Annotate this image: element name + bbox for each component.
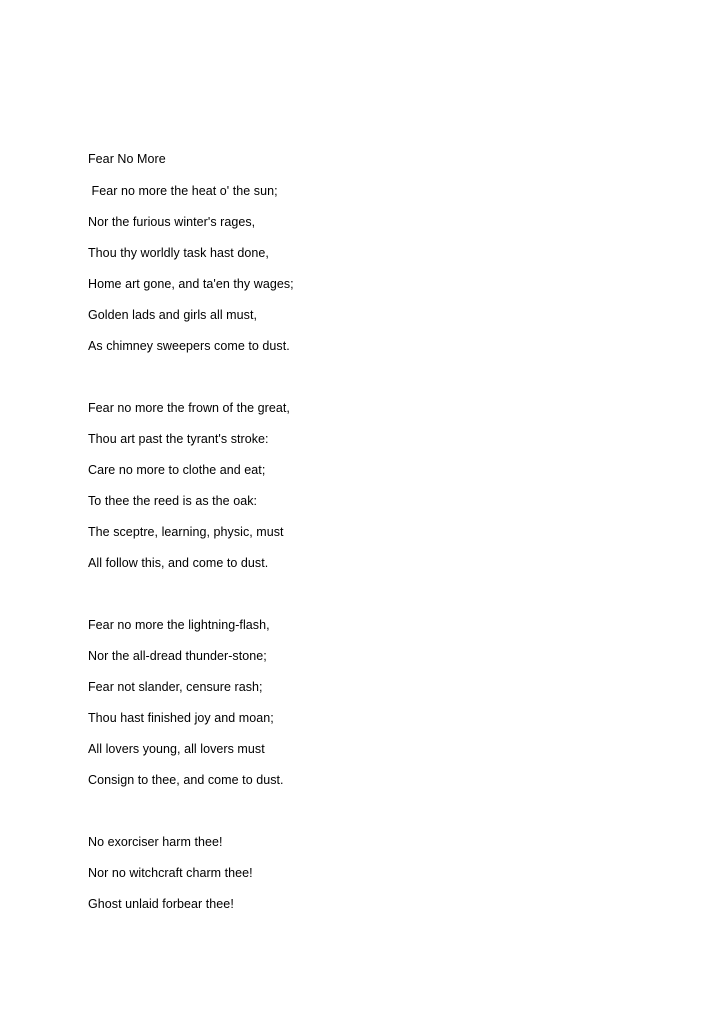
poem-line: Nor the furious winter's rages,	[88, 215, 256, 229]
poem-line: Nor no witchcraft charm thee!	[88, 866, 253, 880]
poem-line: Golden lads and girls all must,	[88, 308, 257, 322]
poem-line: Consign to thee, and come to dust.	[88, 773, 284, 787]
poem-line: To thee the reed is as the oak:	[88, 494, 258, 508]
poem-line: Fear no more the lightning-flash,	[88, 618, 270, 632]
poem-line: Fear not slander, censure rash;	[88, 680, 263, 694]
poem-line: Care no more to clothe and eat;	[88, 463, 266, 477]
poem-line: All follow this, and come to dust.	[88, 556, 269, 570]
poem-line: Ghost unlaid forbear thee!	[88, 897, 234, 911]
poem-line: Fear no more the frown of the great,	[88, 401, 290, 415]
poem-line: Thou hast finished joy and moan;	[88, 711, 274, 725]
poem-line: The sceptre, learning, physic, must	[88, 525, 284, 539]
poem-line: Nor the all-dread thunder-stone;	[88, 649, 267, 663]
poem-line: All lovers young, all lovers must	[88, 742, 265, 756]
poem-line: Fear no more the heat o' the sun;	[88, 184, 278, 198]
poem-line: Home art gone, and ta'en thy wages;	[88, 277, 294, 291]
poem-title: Fear No More	[88, 152, 166, 166]
poem-line: No exorciser harm thee!	[88, 835, 223, 849]
poem-line: Thou art past the tyrant's stroke:	[88, 432, 269, 446]
poem-line: As chimney sweepers come to dust.	[88, 339, 290, 353]
poem-line: Thou thy worldly task hast done,	[88, 246, 269, 260]
